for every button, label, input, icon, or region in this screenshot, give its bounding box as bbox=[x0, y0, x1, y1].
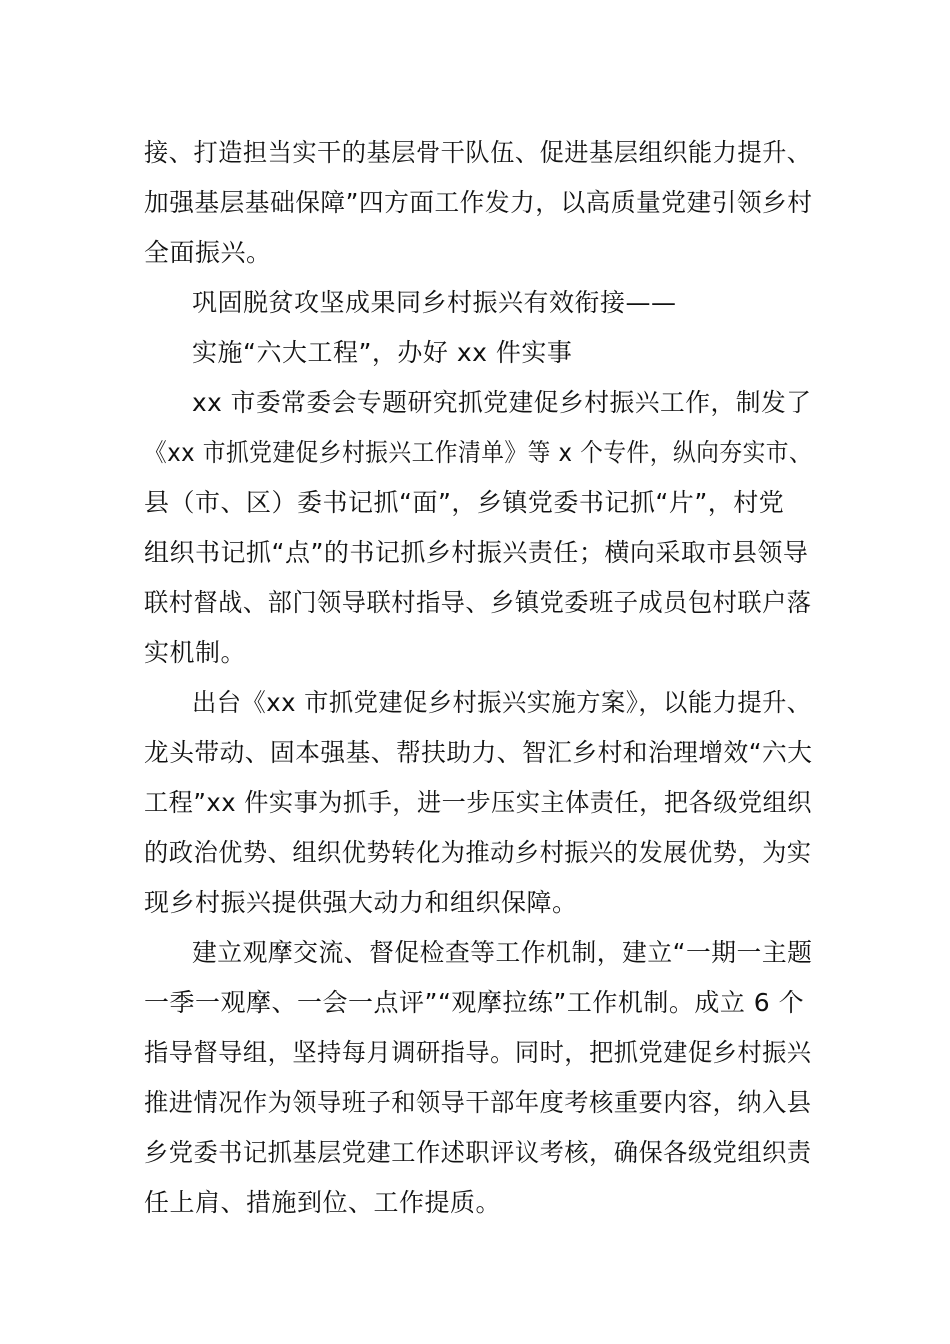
text-line: 全面振兴。 bbox=[144, 238, 272, 267]
text-line: 工程”xx 件实事为抓手，进一步压实主体责任，把各级党组织 bbox=[144, 788, 812, 817]
text-line: 指导督导组，坚持每月调研指导。同时，把抓党建促乡村振兴 bbox=[144, 1038, 812, 1067]
text-line: 组织书记抓“点”的书记抓乡村振兴责任；横向采取市县领导 bbox=[144, 538, 809, 567]
text-line: 任上肩、措施到位、工作提质。 bbox=[144, 1188, 502, 1217]
text-line: 推进情况作为领导班子和领导干部年度考核重要内容，纳入县 bbox=[144, 1088, 812, 1117]
paragraph-first-line: 出台《xx 市抓党建促乡村振兴实施方案》，以能力提升、 bbox=[192, 688, 812, 717]
section-heading-line: 实施“六大工程”，办好 xx 件实事 bbox=[192, 338, 573, 367]
text-line: 联村督战、部门领导联村指导、乡镇党委班子成员包村联户落 bbox=[144, 588, 812, 617]
text-line: 乡党委书记抓基层党建工作述职评议考核，确保各级党组织责 bbox=[144, 1138, 812, 1167]
paragraph-first-line: xx 市委常委会专题研究抓党建促乡村振兴工作，制发了 bbox=[192, 388, 812, 417]
section-heading-line: 巩固脱贫攻坚成果同乡村振兴有效衔接—— bbox=[192, 288, 677, 317]
text-line: 接、打造担当实干的基层骨干队伍、促进基层组织能力提升、 bbox=[144, 138, 812, 167]
paragraph-first-line: 建立观摩交流、督促检查等工作机制，建立“一期一主题 bbox=[192, 938, 813, 967]
text-line: 县（市、区）委书记抓“面”，乡镇党委书记抓“片”，村党 bbox=[144, 488, 785, 517]
text-line: 一季一观摩、一会一点评”“观摩拉练”工作机制。成立 6 个 bbox=[144, 988, 805, 1017]
text-line: 《xx 市抓党建促乡村振兴工作清单》等 x 个专件，纵向夯实市、 bbox=[144, 438, 813, 467]
text-line: 实机制。 bbox=[144, 638, 247, 667]
text-line: 加强基层基础保障”四方面工作发力，以高质量党建引领乡村 bbox=[144, 188, 813, 217]
text-line: 现乡村振兴提供强大动力和组织保障。 bbox=[144, 888, 578, 917]
text-line: 龙头带动、固本强基、帮扶助力、智汇乡村和治理增效“六大 bbox=[144, 738, 813, 767]
text-line: 的政治优势、组织优势转化为推动乡村振兴的发展优势，为实 bbox=[144, 838, 812, 867]
